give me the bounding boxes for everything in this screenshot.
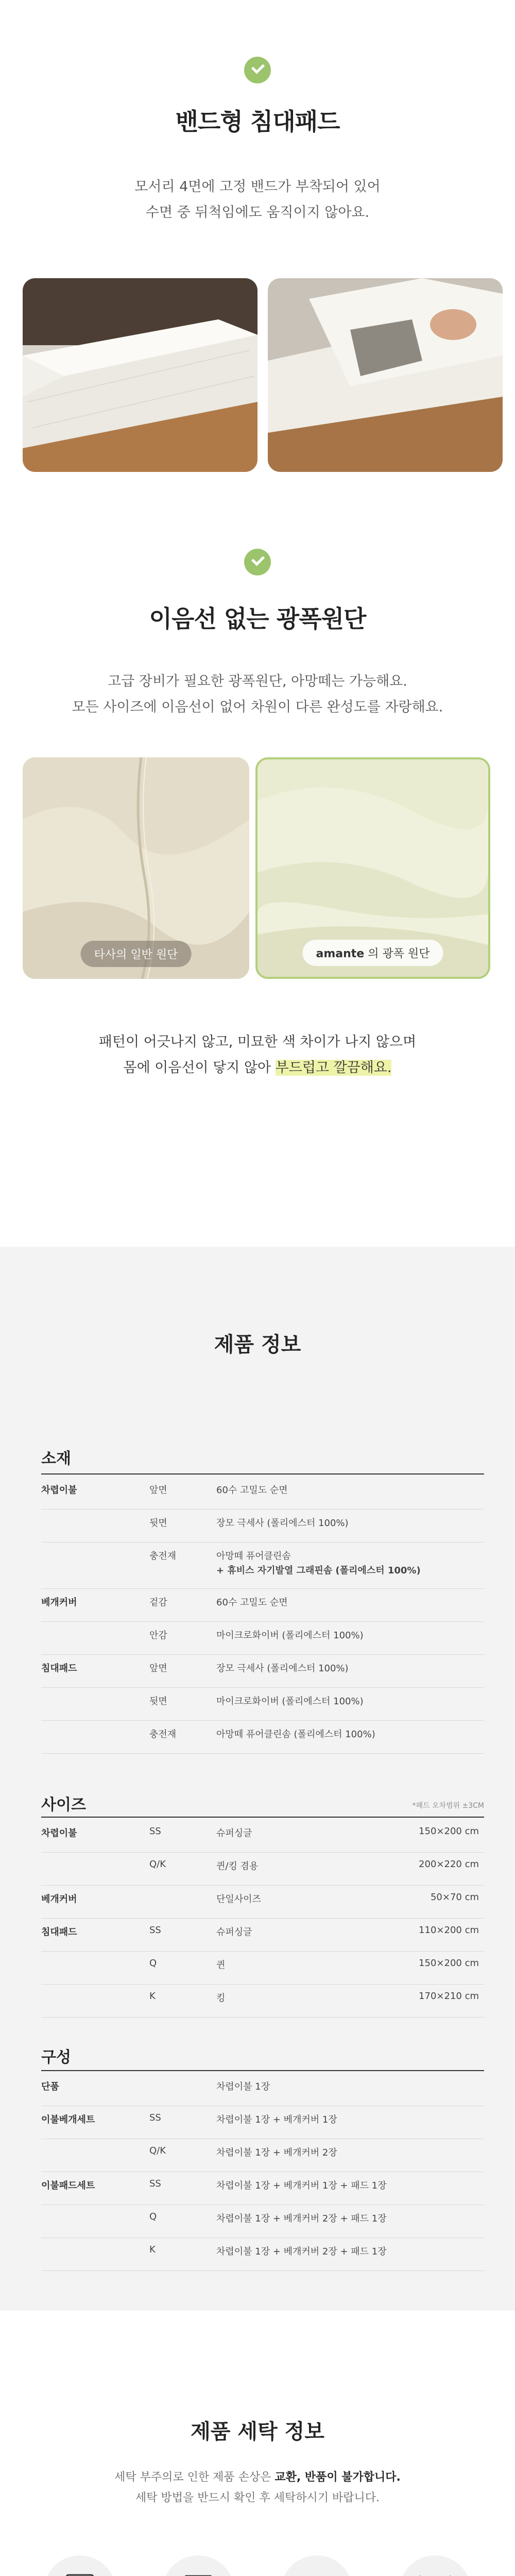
cell-detail: 장모 극세사 (폴리에스터 100%) — [216, 1518, 349, 1529]
cell-subtype: Q/K — [149, 1859, 166, 1870]
cell-detail: 차렵이불 1장 + 베개커버 2장 + 패드 1장 — [216, 2213, 387, 2224]
cell-detail: 단일사이즈 — [216, 1894, 261, 1905]
cell-subtype: 충전재 — [149, 1729, 177, 1740]
composition-row — [41, 2073, 484, 2106]
cell-subtype: Q/K — [149, 2145, 166, 2156]
cell-category: 차렵이불 — [41, 1828, 77, 1839]
material-heading: 소재 — [41, 1450, 71, 1468]
product-info-title: 제품 정보 — [214, 1333, 301, 1357]
size-row — [41, 1919, 484, 1952]
fabric-bottom-line2 — [0, 1056, 515, 1080]
wash-info-desc-line1 — [0, 2468, 515, 2487]
material-row — [41, 1721, 484, 1754]
wash-icon-item — [391, 2555, 479, 2576]
cell-category: 침대패드 — [41, 1663, 77, 1674]
cell-detail: 차렵이불 1장 — [216, 2081, 270, 2092]
shade-dry-icon — [281, 2555, 353, 2576]
cell-value: 200×220 cm — [419, 1859, 479, 1870]
cell-category: 베개커버 — [41, 1894, 77, 1905]
composition-row — [41, 2106, 484, 2139]
washing-machine-icon — [44, 2555, 116, 2576]
cell-detail: 아망떼 퓨어클린솜 — [216, 1551, 291, 1562]
cell-subtype: SS — [149, 2178, 161, 2189]
size-row — [41, 1985, 484, 2018]
size-divider — [41, 1817, 484, 1818]
cell-detail: 60수 고밀도 순면 — [216, 1597, 288, 1608]
cell-value: 170×210 cm — [419, 1991, 479, 2002]
wash-info-title: 제품 세탁 정보 — [191, 2420, 324, 2444]
cell-subtype: 겉감 — [149, 1597, 167, 1608]
cell-value: 150×200 cm — [419, 1958, 479, 1969]
material-divider — [41, 1473, 484, 1475]
amante-caption — [303, 940, 443, 966]
cell-detail: 마이크로화이버 (폴리에스터 100%) — [216, 1696, 364, 1707]
size-row — [41, 1853, 484, 1886]
cell-detail: 차렵이불 1장 + 베개커버 1장 — [216, 2114, 337, 2125]
detergent-icon — [162, 2555, 234, 2576]
cell-subtype: Q — [149, 2211, 157, 2222]
cell-value: 150×200 cm — [419, 1826, 479, 1837]
wash-info-desc-line2: 세탁 방법을 반드시 확인 후 세탁하시기 바랍니다. — [135, 2492, 380, 2504]
material-row — [41, 1510, 484, 1543]
cell-value: 110×200 cm — [419, 1925, 479, 1936]
cell-subtype: K — [149, 1991, 156, 2002]
cell-detail: 60수 고밀도 순면 — [216, 1485, 288, 1496]
cell-detail: 마이크로화이버 (폴리에스터 100%) — [216, 1630, 364, 1641]
cell-subtype: SS — [149, 1826, 161, 1837]
size-heading: 사이즈 — [41, 1796, 86, 1814]
wide-fabric-desc-line2: 모든 사이즈에 이음선이 없어 차원이 다른 완성도를 자랑해요. — [72, 699, 443, 715]
cell-detail: 퀸 — [216, 1960, 226, 1971]
composition-row — [41, 2238, 484, 2271]
material-row — [41, 1543, 484, 1589]
wash-icon-item — [36, 2555, 124, 2576]
cell-detail: 슈퍼싱글 — [216, 1828, 252, 1839]
wide-fabric-desc-line1: 고급 장비가 필요한 광폭원단, 아망떼는 가능해요. — [108, 673, 407, 689]
check-icon — [244, 549, 271, 575]
amante-caption-brand: amante — [316, 947, 365, 960]
cell-subtype: Q — [149, 1958, 157, 1969]
cell-detail: 차렵이불 1장 + 베개커버 2장 + 패드 1장 — [216, 2246, 387, 2257]
cell-category: 단품 — [41, 2081, 59, 2092]
material-row — [41, 1589, 484, 1622]
cell-category: 이불패드세트 — [41, 2180, 95, 2191]
wide-fabric-title: 이음선 없는 광폭원단 — [149, 605, 366, 633]
size-note: *패드 오차범위 ±3CM — [412, 1802, 484, 1810]
cell-subtype: 충전재 — [149, 1551, 177, 1562]
cell-subtype: 뒷면 — [149, 1518, 167, 1529]
cell-subtype: SS — [149, 2112, 161, 2123]
band-pad-desc-line2: 수면 중 뒤척임에도 움직이지 않아요. — [145, 205, 370, 221]
material-row — [41, 1622, 484, 1655]
no-dryer-icon — [399, 2555, 471, 2576]
fabric-bottom-line2-text: 몸에 이음선이 닿지 않아 — [123, 1060, 276, 1076]
cell-detail: 장모 극세사 (폴리에스터 100%) — [216, 1663, 349, 1674]
material-row — [41, 1688, 484, 1721]
cell-subtype: 앞면 — [149, 1485, 167, 1496]
competitor-caption: 타사의 일반 원단 — [81, 941, 192, 967]
band-pad-title: 밴드형 침대패드 — [175, 108, 340, 135]
band-pad-desc-line1: 모서리 4면에 고정 밴드가 부착되어 있어 — [134, 179, 381, 195]
cell-value: 50×70 cm — [430, 1892, 479, 1903]
composition-divider — [41, 2070, 484, 2071]
band-pad-section — [0, 0, 515, 289]
material-row — [41, 1477, 484, 1510]
cell-detail: 차렵이불 1장 + 베개커버 1장 + 패드 1장 — [216, 2180, 387, 2191]
cell-detail: 퀸/킹 겸용 — [216, 1861, 259, 1872]
bed-photo-left — [23, 278, 258, 472]
cell-detail: 아망떼 퓨어클린솜 (폴리에스터 100%) — [216, 1729, 375, 1740]
material-row — [41, 1655, 484, 1688]
cell-subtype: 앞면 — [149, 1663, 167, 1674]
composition-row — [41, 2205, 484, 2238]
composition-heading: 구성 — [41, 2048, 71, 2066]
cell-category: 차렵이불 — [41, 1485, 77, 1496]
size-row — [41, 1820, 484, 1853]
check-icon — [244, 57, 271, 83]
composition-row — [41, 2172, 484, 2205]
cell-detail-extra: + 휴비스 자기발열 그래핀솜 (폴리에스터 100%) — [216, 1565, 421, 1576]
cell-detail: 슈퍼싱글 — [216, 1927, 252, 1938]
wash-icon-item — [273, 2555, 360, 2576]
cell-subtype: K — [149, 2244, 156, 2255]
size-row — [41, 1952, 484, 1985]
cell-subtype: 뒷면 — [149, 1696, 167, 1707]
bed-photo-right — [268, 278, 503, 472]
cell-subtype: SS — [149, 1925, 161, 1936]
fabric-bottom-line1: 패턴이 어긋나지 않고, 미묘한 색 차이가 나지 않으며 — [98, 1034, 417, 1050]
fabric-photo-amante — [255, 757, 490, 979]
fabric-bottom-highlight: 부드럽고 깔끔해요. — [275, 1060, 392, 1076]
cell-detail: 차렵이불 1장 + 베개커버 2장 — [216, 2147, 337, 2158]
wash-icon-item — [154, 2555, 242, 2576]
wash-desc-text: 세탁 부주의로 인한 제품 손상은 — [114, 2471, 275, 2484]
cell-category: 이불베개세트 — [41, 2114, 95, 2125]
amante-caption-text: 의 광폭 원단 — [368, 947, 430, 960]
cell-detail: 킹 — [216, 1993, 226, 2004]
wash-desc-warning: 교환, 반품이 불가합니다. — [274, 2471, 401, 2484]
cell-subtype: 안감 — [149, 1630, 167, 1641]
fabric-photo-competitor — [23, 757, 249, 979]
cell-category: 베개커버 — [41, 1597, 77, 1608]
composition-row — [41, 2139, 484, 2172]
size-row — [41, 1886, 484, 1919]
cell-category: 침대패드 — [41, 1927, 77, 1938]
